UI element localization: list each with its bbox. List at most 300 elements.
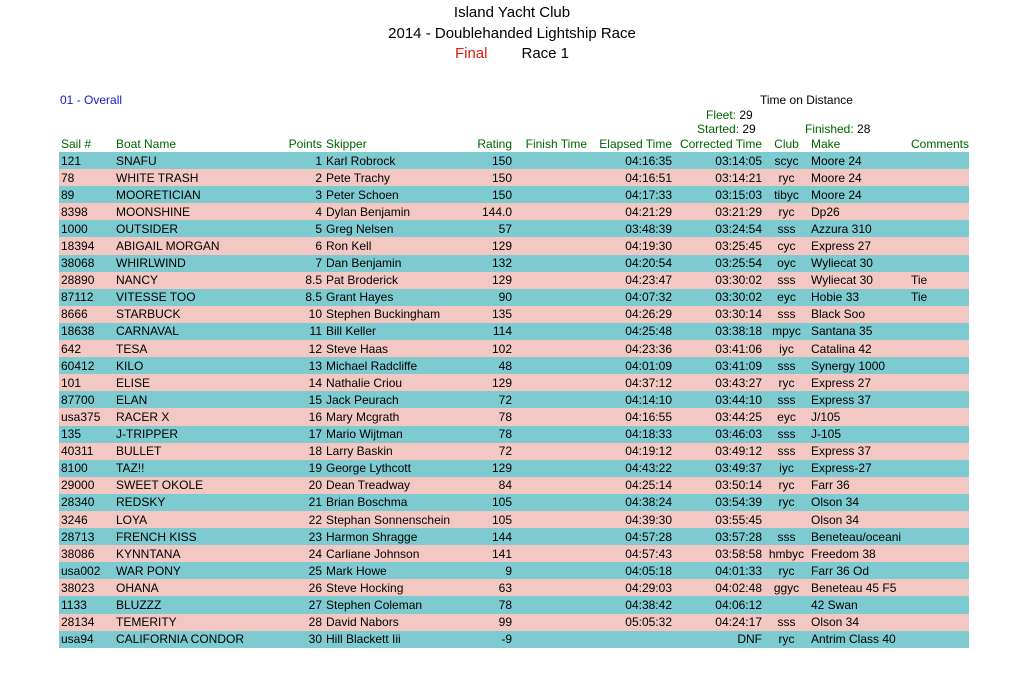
scoring-method: Time on Distance [760, 93, 853, 107]
cell-rating: 84 [498, 478, 512, 493]
cell-corrected-time: 03:46:03 [715, 427, 762, 442]
started-value: 29 [742, 122, 756, 136]
cell-finish-time [514, 391, 589, 408]
table-header-row [59, 136, 969, 152]
cell-comments [909, 203, 969, 220]
cell-make: 42 Swan [811, 597, 858, 612]
cell-rating: 135 [491, 307, 512, 322]
cell-points: 28 [308, 615, 322, 630]
cell-corrected-time: 03:44:10 [715, 392, 762, 407]
cell-club: mpyc [772, 324, 801, 339]
cell-corrected-time: 04:06:12 [715, 597, 762, 612]
cell-club: sss [777, 358, 796, 373]
cell-skipper: Stephen Buckingham [326, 307, 441, 322]
table-row [59, 306, 969, 323]
cell-points: 5 [315, 221, 322, 236]
cell-boat-name: SNAFU [116, 153, 157, 168]
cell-comments [909, 631, 969, 648]
cell-corrected-time: 03:55:45 [715, 512, 762, 527]
cell-finish-time [514, 152, 589, 169]
cell-boat-name: OUTSIDER [116, 221, 179, 236]
cell-elapsed-time: 04:19:12 [625, 444, 672, 459]
cell-club: eyc [777, 290, 796, 305]
table-row [59, 340, 969, 357]
cell-points: 1 [315, 153, 322, 168]
cell-make: Beneteau/oceani [811, 529, 902, 544]
cell-elapsed-time [589, 631, 674, 648]
cell-finish-time [514, 169, 589, 186]
cell-finish-time [514, 203, 589, 220]
cell-comments [909, 152, 969, 169]
cell-points: 27 [308, 597, 322, 612]
cell-skipper: Dan Benjamin [326, 256, 402, 271]
cell-boat-name: CARNAVAL [116, 324, 179, 339]
cell-elapsed-time: 04:07:32 [625, 290, 672, 305]
cell-rating: 63 [498, 580, 512, 595]
cell-skipper: Hill Blackett Iii [326, 632, 401, 647]
cell-skipper: Pete Trachy [326, 170, 391, 185]
cell-club: sss [777, 529, 796, 544]
cell-sail: 28340 [61, 495, 95, 510]
cell-rating: 141 [491, 546, 512, 561]
cell-elapsed-time: 04:38:42 [625, 597, 672, 612]
cell-sail: 29000 [61, 478, 95, 493]
cell-club: ryc [778, 204, 795, 219]
cell-club: ryc [778, 170, 795, 185]
cell-comments [909, 579, 969, 596]
cell-boat-name: STARBUCK [116, 307, 181, 322]
cell-comments [909, 220, 969, 237]
cell-elapsed-time: 04:29:03 [625, 580, 672, 595]
cell-make: Beneteau 45 F5 [811, 580, 897, 595]
cell-boat-name: RACER X [116, 409, 170, 424]
cell-make: Wyliecat 30 [811, 273, 873, 288]
cell-finish-time [514, 255, 589, 272]
cell-points: 2 [315, 170, 322, 185]
col-skipper: Skipper [326, 137, 367, 151]
cell-points: 8.5 [305, 273, 322, 288]
cell-corrected-time: 03:21:29 [715, 204, 762, 219]
cell-comments [909, 169, 969, 186]
cell-finish-time [514, 579, 589, 596]
cell-make: Santana 35 [811, 324, 873, 339]
cell-corrected-time: 03:14:21 [715, 170, 762, 185]
cell-boat-name: ELISE [116, 375, 151, 390]
status-label: Final [454, 45, 488, 62]
cell-comments [909, 443, 969, 460]
cell-elapsed-time: 04:57:43 [625, 546, 672, 561]
cell-elapsed-time: 04:17:33 [625, 187, 672, 202]
col-rating: Rating [477, 137, 512, 151]
cell-rating: 57 [498, 221, 512, 236]
cell-boat-name: ELAN [116, 392, 148, 407]
cell-elapsed-time: 04:43:22 [625, 461, 672, 476]
cell-corrected-time: 03:54:39 [715, 495, 762, 510]
cell-rating: 105 [491, 495, 512, 510]
cell-elapsed-time: 04:26:29 [625, 307, 672, 322]
cell-rating: 78 [498, 427, 512, 442]
cell-boat-name: TESA [116, 341, 148, 356]
cell-points: 7 [315, 256, 322, 271]
cell-sail: 642 [61, 341, 82, 356]
cell-make: Wyliecat 30 [811, 256, 873, 271]
race-status-line [0, 45, 1024, 63]
event-title: 2014 - Doublehanded Lightship Race [388, 25, 636, 42]
cell-sail: 60412 [61, 358, 95, 373]
cell-make: Moore 24 [811, 187, 862, 202]
cell-finish-time [514, 272, 589, 289]
cell-make: Freedom 38 [811, 546, 876, 561]
cell-make: Express 37 [811, 444, 872, 459]
cell-points: 19 [308, 461, 322, 476]
cell-comments [909, 460, 969, 477]
cell-comments: Tie [911, 273, 928, 288]
cell-elapsed-time: 04:16:51 [625, 170, 672, 185]
cell-club: tibyc [774, 187, 799, 202]
cell-sail: 8398 [61, 204, 88, 219]
cell-finish-time [514, 528, 589, 545]
cell-sail: 121 [61, 153, 82, 168]
cell-boat-name: BLUZZZ [116, 597, 162, 612]
cell-comments [909, 511, 969, 528]
cell-make: Farr 36 Od [811, 563, 870, 578]
cell-comments [909, 391, 969, 408]
cell-finish-time [514, 323, 589, 340]
cell-sail: 40311 [61, 444, 94, 459]
cell-elapsed-time: 03:48:39 [625, 221, 672, 236]
cell-finish-time [514, 289, 589, 306]
cell-corrected-time: 03:14:05 [715, 153, 762, 168]
cell-rating: 90 [498, 290, 512, 305]
table-row [59, 408, 969, 425]
fleet-label: Fleet: [706, 108, 737, 122]
cell-boat-name: WHITE TRASH [116, 170, 199, 185]
cell-boat-name: REDSKY [116, 495, 166, 510]
cell-points: 4 [315, 204, 322, 219]
cell-finish-time [514, 220, 589, 237]
cell-sail: 18638 [61, 324, 95, 339]
cell-elapsed-time: 04:39:30 [625, 512, 672, 527]
cell-make: Antrim Class 40 [811, 632, 896, 647]
cell-sail: usa002 [61, 563, 101, 578]
fleet-value: 29 [739, 108, 753, 122]
cell-comments [909, 306, 969, 323]
cell-skipper: Mark Howe [326, 563, 387, 578]
cell-boat-name: OHANA [116, 580, 159, 595]
cell-sail: usa94 [61, 632, 94, 647]
cell-comments [909, 323, 969, 340]
cell-boat-name: WAR PONY [116, 563, 181, 578]
table-row [59, 255, 969, 272]
cell-finish-time [514, 357, 589, 374]
table-row [59, 237, 969, 254]
cell-elapsed-time: 04:05:18 [625, 563, 672, 578]
cell-sail: 135 [61, 427, 82, 442]
table-row [59, 289, 969, 306]
cell-skipper: Dylan Benjamin [326, 204, 411, 219]
col-corrected-time: Corrected Time [679, 137, 762, 151]
cell-corrected-time: 03:38:18 [715, 324, 762, 339]
cell-rating: 132 [491, 256, 512, 271]
cell-skipper: Ron Kell [326, 239, 372, 254]
cell-sail: 101 [61, 375, 82, 390]
cell-club: ryc [778, 375, 795, 390]
table-row [59, 477, 969, 494]
cell-sail: 28134 [61, 615, 95, 630]
cell-rating: 78 [498, 409, 512, 424]
finished-value: 28 [857, 122, 871, 136]
cell-club: ryc [778, 478, 795, 493]
cell-make: Express 37 [811, 392, 872, 407]
fleet-count [706, 108, 753, 122]
table-row [59, 460, 969, 477]
cell-points: 26 [308, 580, 322, 595]
cell-comments [909, 340, 969, 357]
cell-corrected-time: 03:24:54 [715, 221, 762, 236]
cell-skipper: Peter Schoen [326, 187, 399, 202]
cell-corrected-time: 03:30:02 [715, 273, 762, 288]
cell-corrected-time: 03:25:45 [715, 239, 762, 254]
cell-rating: 144.0 [481, 204, 512, 219]
cell-club: sss [777, 307, 796, 322]
cell-corrected-time: 03:50:14 [715, 478, 762, 493]
cell-boat-name: NANCY [116, 273, 159, 288]
cell-boat-name: WHIRLWIND [116, 256, 186, 271]
table-row [59, 443, 969, 460]
cell-make: Farr 36 [811, 478, 850, 493]
cell-sail: 8666 [61, 307, 88, 322]
cell-comments [909, 477, 969, 494]
table-row [59, 186, 969, 203]
cell-make: Synergy 1000 [811, 358, 886, 373]
cell-skipper: Carliane Johnson [326, 546, 420, 561]
cell-boat-name: ABIGAIL MORGAN [116, 239, 220, 254]
cell-elapsed-time: 04:16:35 [625, 153, 672, 168]
cell-elapsed-time: 04:14:10 [625, 392, 672, 407]
cell-rating: 129 [491, 273, 512, 288]
cell-sail: 87700 [61, 392, 95, 407]
cell-corrected-time: 03:30:14 [715, 307, 762, 322]
cell-elapsed-time: 04:38:24 [625, 495, 672, 510]
cell-rating: 150 [491, 187, 512, 202]
cell-make: J/105 [811, 409, 841, 424]
col-finish-time: Finish Time [525, 137, 587, 151]
cell-make: Moore 24 [811, 170, 862, 185]
results-header [0, 4, 1024, 63]
results-table [59, 136, 969, 648]
table-row [59, 220, 969, 237]
cell-comments [909, 528, 969, 545]
cell-club: sss [777, 427, 796, 442]
cell-finish-time [514, 631, 589, 648]
cell-boat-name: CALIFORNIA CONDOR [116, 632, 245, 647]
cell-skipper: Greg Nelsen [326, 221, 394, 236]
cell-elapsed-time: 05:05:32 [625, 615, 672, 630]
cell-rating: 72 [498, 392, 512, 407]
cell-rating: -9 [501, 632, 512, 647]
cell-boat-name: FRENCH KISS [116, 529, 197, 544]
table-row [59, 391, 969, 408]
started-count [697, 122, 756, 136]
cell-comments [909, 408, 969, 425]
cell-boat-name: MOORETICIAN [116, 187, 201, 202]
cell-make: Catalina 42 [811, 341, 872, 356]
cell-club: eyc [777, 409, 796, 424]
table-row [59, 579, 969, 596]
cell-points: 23 [308, 529, 322, 544]
cell-corrected-time: 03:57:28 [715, 529, 762, 544]
cell-make: Express-27 [811, 461, 872, 476]
cell-skipper: Harmon Shragge [326, 529, 418, 544]
cell-comments [909, 186, 969, 203]
cell-finish-time [514, 340, 589, 357]
cell-rating: 99 [498, 615, 512, 630]
cell-elapsed-time: 04:18:33 [625, 427, 672, 442]
table-row [59, 272, 969, 289]
table-row [59, 494, 969, 511]
cell-skipper: Bill Keller [326, 324, 377, 339]
cell-rating: 114 [492, 324, 512, 339]
cell-sail: 78 [61, 170, 75, 185]
table-row [59, 511, 969, 528]
cell-corrected-time: 03:58:58 [715, 546, 762, 561]
cell-boat-name: MOONSHINE [116, 204, 191, 219]
cell-boat-name: VITESSE TOO [116, 290, 196, 305]
cell-club: oyc [777, 256, 796, 271]
cell-sail: 1133 [61, 597, 87, 612]
cell-points: 17 [308, 427, 322, 442]
cell-elapsed-time: 04:23:47 [625, 273, 672, 288]
cell-club: ryc [778, 632, 795, 647]
cell-rating: 150 [491, 170, 512, 185]
division-label: 01 - Overall [60, 93, 123, 107]
cell-club: sss [777, 221, 796, 236]
cell-club: ryc [778, 563, 795, 578]
cell-make: Olson 34 [811, 495, 860, 510]
cell-skipper: David Nabors [326, 615, 399, 630]
col-comments: Comments [911, 137, 970, 151]
cell-club: sss [777, 444, 796, 459]
cell-comments [909, 374, 969, 391]
cell-skipper: Steve Haas [326, 341, 389, 356]
table-row [59, 528, 969, 545]
cell-corrected-time: 03:25:54 [715, 256, 762, 271]
cell-corrected-time: 04:01:33 [715, 563, 762, 578]
cell-club [764, 511, 809, 528]
cell-points: 6 [315, 239, 322, 254]
cell-rating: 72 [498, 444, 512, 459]
cell-points: 25 [308, 563, 322, 578]
cell-sail: 28890 [61, 273, 95, 288]
table-row [59, 323, 969, 340]
cell-sail: 38086 [61, 546, 95, 561]
table-row [59, 614, 969, 631]
cell-corrected-time: DNF [737, 632, 762, 647]
cell-points: 15 [308, 392, 322, 407]
cell-points: 10 [308, 307, 322, 322]
cell-boat-name: LOYA [116, 512, 148, 527]
col-boat-name: Boat Name [116, 137, 177, 151]
cell-boat-name: TAZ!! [116, 461, 145, 476]
cell-rating: 48 [498, 358, 512, 373]
cell-finish-time [514, 426, 589, 443]
cell-club: hmbyc [768, 546, 805, 561]
cell-corrected-time: 03:15:03 [715, 187, 762, 202]
cell-corrected-time: 03:44:25 [715, 409, 762, 424]
cell-skipper: Mary Mcgrath [326, 409, 400, 424]
cell-points: 14 [308, 375, 322, 390]
cell-skipper: Brian Boschma [326, 495, 408, 510]
cell-points: 24 [308, 546, 322, 561]
cell-finish-time [514, 306, 589, 323]
cell-sail: 1000 [61, 221, 88, 236]
results-body [59, 152, 969, 648]
cell-boat-name: BULLET [116, 444, 162, 459]
cell-boat-name: KILO [116, 358, 144, 373]
cell-finish-time [514, 477, 589, 494]
cell-comments [909, 237, 969, 254]
cell-elapsed-time: 04:19:30 [625, 239, 672, 254]
cell-points: 8.5 [305, 290, 322, 305]
cell-corrected-time: 03:49:37 [715, 461, 762, 476]
cell-comments [909, 255, 969, 272]
table-row [59, 374, 969, 391]
col-club: Club [774, 137, 799, 151]
cell-corrected-time: 04:02:48 [715, 580, 762, 595]
cell-sail: usa375 [61, 409, 101, 424]
col-make: Make [811, 137, 841, 151]
cell-rating: 129 [491, 239, 512, 254]
cell-club: sss [777, 392, 796, 407]
cell-finish-time [514, 186, 589, 203]
cell-skipper: Dean Treadway [326, 478, 411, 493]
cell-club: iyc [779, 341, 794, 356]
cell-club: ryc [778, 495, 795, 510]
cell-skipper: Stephen Coleman [326, 597, 423, 612]
cell-make: Express 27 [811, 239, 872, 254]
finished-count [805, 122, 870, 136]
cell-club: scyc [774, 153, 799, 168]
cell-elapsed-time: 04:25:48 [625, 324, 672, 339]
cell-points: 21 [308, 495, 322, 510]
table-row [59, 631, 969, 648]
cell-sail: 18394 [61, 239, 95, 254]
cell-skipper: Steve Hocking [326, 580, 404, 595]
cell-skipper: Grant Hayes [326, 290, 394, 305]
cell-comments: Tie [911, 290, 928, 305]
cell-comments [909, 426, 969, 443]
cell-corrected-time: 03:43:27 [715, 375, 762, 390]
cell-points: 20 [308, 478, 322, 493]
cell-club: sss [777, 615, 796, 630]
table-row [59, 357, 969, 374]
cell-make: Olson 34 [811, 512, 860, 527]
cell-skipper: Jack Peurach [326, 392, 399, 407]
cell-skipper: Nathalie Criou [326, 375, 403, 390]
finished-label: Finished: [805, 122, 854, 136]
cell-points: 18 [308, 444, 322, 459]
cell-finish-time [514, 443, 589, 460]
col-elapsed-time: Elapsed Time [599, 137, 672, 151]
cell-finish-time [514, 408, 589, 425]
table-row [59, 169, 969, 186]
cell-elapsed-time: 04:37:12 [625, 375, 672, 390]
cell-points: 13 [308, 358, 322, 373]
cell-skipper: Mario Wijtman [326, 427, 403, 442]
cell-finish-time [514, 614, 589, 631]
cell-rating: 129 [491, 375, 512, 390]
cell-club: sss [777, 273, 796, 288]
